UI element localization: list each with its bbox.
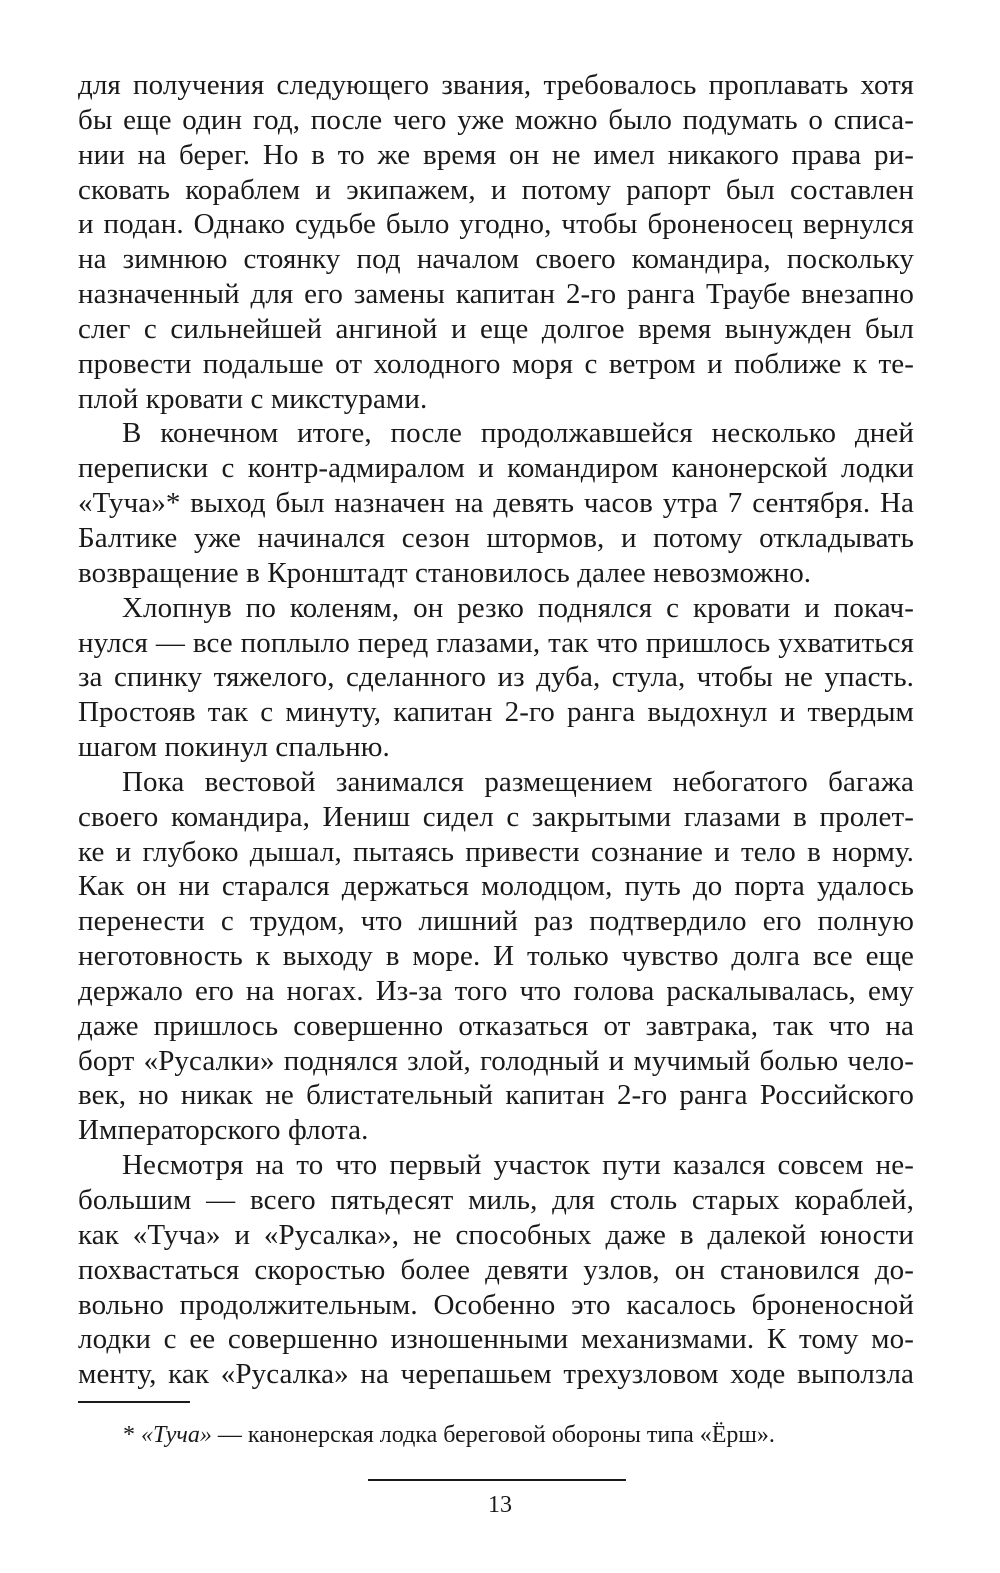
- text-line: даже пришлось совершенно отказаться от завтрака, так что на: [78, 1009, 914, 1042]
- text-line: нии на берег. Но в то же время он не имел никакого права ри-: [78, 138, 914, 171]
- text-line: назначенный для его замены капитан 2-го ранга Траубе внезапно: [78, 278, 914, 311]
- footnote-divider: [78, 1401, 190, 1403]
- text-line: менту, как «Русалка» на черепашьем трехузловом ходе выползла: [78, 1358, 914, 1391]
- text-line: нулся — все поплыло перед глазами, так что пришлось ухватиться: [78, 626, 914, 659]
- footnote-marker: *: [123, 1422, 141, 1448]
- text-line: похвастаться скоростью более девяти узлов, он становился до-: [78, 1253, 914, 1286]
- paragraph-start-line: Пока вестовой занимался размещением небогатого багажа: [122, 765, 914, 798]
- footnote: [123, 1420, 775, 1450]
- text-line: ке и глубоко дышал, пытаясь привести сознание и тело в норму.: [78, 835, 914, 868]
- text-line: век, но никак не блистательный капитан 2-го ранга Российского: [78, 1079, 914, 1112]
- text-line: сковать кораблем и экипажем, и потому рапорт был составлен: [78, 173, 914, 206]
- text-line: большим — всего пятьдесят миль, для столь старых кораблей,: [78, 1184, 914, 1216]
- text-line: слег с сильнейшей ангиной и еще долгое время вынужден был: [78, 312, 914, 345]
- text-line: борт «Русалки» поднялся злой, голодный и мучимый болью чело-: [78, 1044, 914, 1077]
- text-line: провести подальше от холодного моря с ветром и поближе к те-: [78, 347, 914, 380]
- text-line: на зимнюю стоянку под началом своего командира, поскольку: [78, 243, 914, 276]
- text-line: для получения следующего звания, требовалось проплавать хотя: [78, 69, 914, 101]
- text-line: за спинку тяжелого, сделанного из дуба, стула, чтобы не упасть.: [78, 661, 914, 694]
- text-line: вольно продолжительным. Особенно это касалось броненосной: [78, 1288, 914, 1321]
- footnote-term: «Туча»: [141, 1422, 212, 1448]
- text-line: неготовность к выходу в море. И только чувство долга все еще: [78, 940, 914, 973]
- text-line: держало его на ногах. Из-за того что голова раскалывалась, ему: [78, 974, 914, 1007]
- text-line: своего командира, Иениш сидел с закрытыми глазами в пролет-: [78, 800, 914, 833]
- text-line: перенести с трудом, что лишний раз подтвердило его полную: [78, 905, 914, 938]
- text-line: Как он ни старался держаться молодцом, путь до порта удалось: [78, 870, 914, 903]
- text-line: Императорского флота.: [78, 1114, 369, 1147]
- paragraph-start-line: В конечном итоге, после продолжавшейся несколько дней: [122, 417, 914, 450]
- text-line: Балтике уже начинался сезон штормов, и потому откладывать: [78, 521, 914, 554]
- page-body: [78, 68, 914, 1392]
- text-line: и подан. Однако судьбе было угодно, чтобы броненосец вернулся: [78, 208, 914, 241]
- text-line: шагом покинул спальню.: [78, 731, 390, 764]
- text-line: «Туча»* выход был назначен на девять часов утра 7 сентября. На: [78, 487, 914, 520]
- paragraph-start-line: Хлопнув по коленям, он резко поднялся с кровати и покач-: [122, 591, 914, 624]
- text-line: бы еще один год, после чего уже можно было подумать о списа-: [78, 103, 914, 136]
- text-line: плой кровати с микстурами.: [78, 382, 428, 415]
- text-line: возвращение в Кронштадт становилось далее невозможно.: [78, 556, 812, 589]
- page-number: 13: [488, 1492, 512, 1518]
- text-line: переписки с контр-адмиралом и командиром канонерской лодки: [78, 452, 914, 485]
- page-number-divider: [368, 1479, 626, 1481]
- footnote-text: — канонерская лодка береговой обороны типа «Ёрш».: [211, 1422, 775, 1448]
- paragraph-start-line: Несмотря на то что первый участок пути казался совсем не-: [122, 1149, 914, 1182]
- text-line: как «Туча» и «Русалка», не способных даже в далекой юности: [78, 1218, 914, 1251]
- text-line: Простояв так с минуту, капитан 2-го ранга выдохнул и твердым: [78, 696, 914, 729]
- text-line: лодки с ее совершенно изношенными механизмами. К тому мо-: [78, 1323, 914, 1356]
